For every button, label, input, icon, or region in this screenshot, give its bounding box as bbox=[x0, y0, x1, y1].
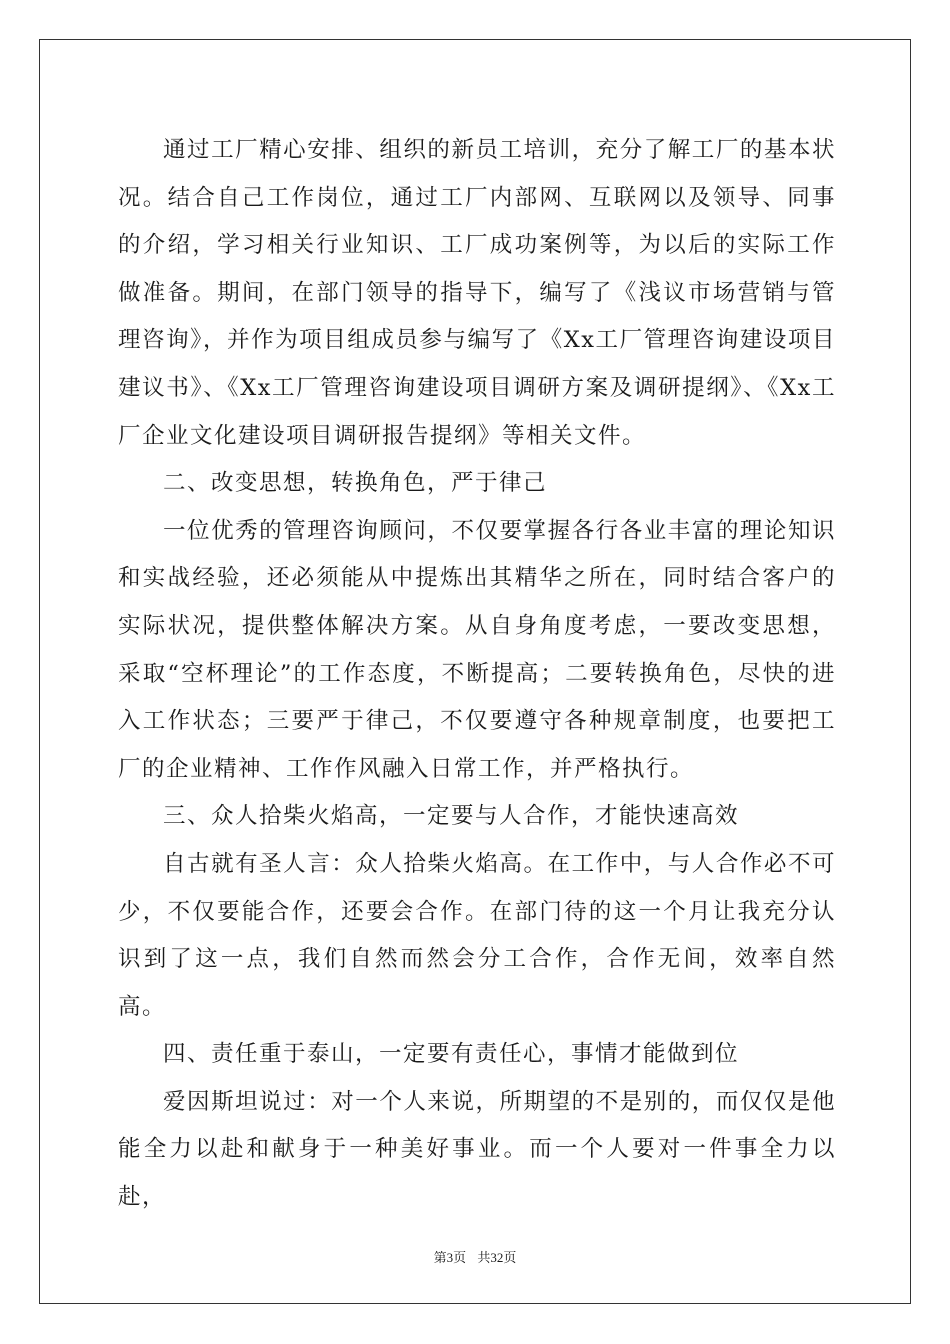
paragraph-section-2: 一位优秀的管理咨询顾问，不仅要掌握各行各业丰富的理论知识和实战经验，还必须能从中提炼出其精华之所在，同时结合客户的实际状况，提供整体解决方案。从自身角度考虑，一要改变思想，采取“空杯理论”的工作态度，不断提高；二要转换角色，尽快的进入工作状态；三要严于律己，不仅要遵守各种规章制度，也要把工厂的企业精神、工作作风融入日常工作，并严格执行。 bbox=[118, 517, 836, 782]
paragraph-section-4: 爱因斯坦说过：对一个人来说，所期望的不是别的，而仅仅是他能全力以赴和献身于一种美好事业。而一个人要对一件事全力以赴， bbox=[118, 1088, 836, 1211]
paragraph-section-3: 自古就有圣人言：众人拾柴火焰高。在工作中，与人合作必不可少，不仅要能合作，还要会合作。在部门待的这一个月让我充分认识到了这一点，我们自然而然会分工合作，合作无间，效率自然高。 bbox=[118, 850, 836, 1020]
document-body bbox=[118, 127, 836, 1222]
page-footer bbox=[0, 1247, 950, 1266]
section-heading-2: 二、改变思想，转换角色，严于律己 bbox=[163, 470, 548, 497]
paragraph-intro: 通过工厂精心安排、组织的新员工培训，充分了解工厂的基本状况。结合自己工作岗位，通过工厂内部网、互联网以及领导、同事的介绍，学习相关行业知识、工厂成功案例等，为以后的实际工作做准备。期间，在部门领导的指导下，编写了《浅议市场营销与管理咨询》，并作为项目组成员参与编写了《Xx工厂管理咨询建设项目建议书》、《Xx工厂管理咨询建设项目调研方案及调研提纲》、《Xx工厂企业文化建设项目调研报告提纲》等相关文件。 bbox=[118, 137, 836, 449]
section-heading-3: 三、众人拾柴火焰高，一定要与人合作，才能快速高效 bbox=[163, 803, 740, 830]
section-heading-4: 四、责任重于泰山，一定要有责任心，事情才能做到位 bbox=[163, 1041, 740, 1068]
page-total: 共32页 bbox=[477, 1250, 517, 1265]
page-number: 第3页 bbox=[433, 1250, 467, 1265]
